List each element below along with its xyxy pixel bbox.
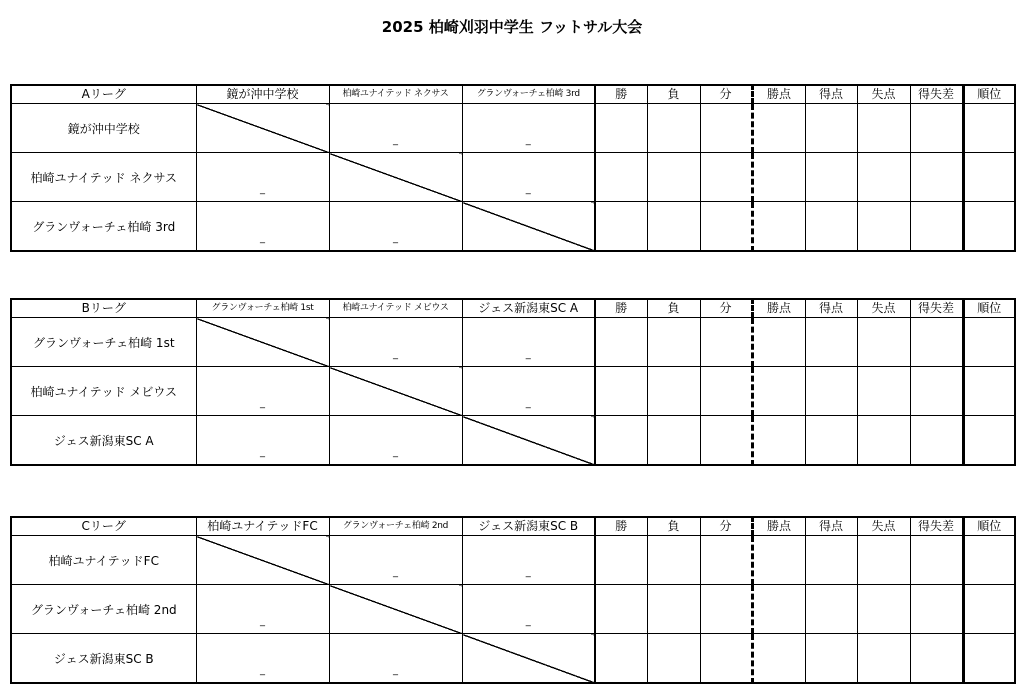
- score-placeholder: _: [260, 233, 265, 244]
- match-score-cell[interactable]: [329, 536, 462, 585]
- match-score-cell[interactable]: [196, 202, 329, 252]
- opponent-column-header: ジェス新潟東SC A: [462, 299, 595, 318]
- stat-column-header: 得失差: [910, 85, 963, 104]
- stat-cell[interactable]: [647, 536, 700, 585]
- opponent-column-header: 柏崎ユナイテッドFC: [196, 517, 329, 536]
- stat-cell[interactable]: [700, 153, 752, 202]
- opponent-column-header: 柏崎ユナイテッド ネクサス: [329, 85, 462, 104]
- stat-cell[interactable]: [963, 104, 1015, 153]
- stat-cell[interactable]: [857, 318, 910, 367]
- stat-column-header: 分: [700, 299, 752, 318]
- stat-cell[interactable]: [647, 367, 700, 416]
- league-table: [10, 84, 1016, 252]
- stat-cell[interactable]: [647, 318, 700, 367]
- stat-cell[interactable]: [963, 536, 1015, 585]
- self-match-diagonal-cell: [196, 104, 329, 153]
- stat-column-header: 勝点: [752, 299, 805, 318]
- stat-cell[interactable]: [857, 153, 910, 202]
- stat-cell[interactable]: [963, 367, 1015, 416]
- team-row: [11, 536, 1015, 585]
- stat-cell[interactable]: [700, 585, 752, 634]
- stat-cell[interactable]: [700, 104, 752, 153]
- score-placeholder: _: [393, 233, 398, 244]
- match-score-cell[interactable]: [196, 416, 329, 466]
- match-score-cell[interactable]: [462, 536, 595, 585]
- stat-cell[interactable]: [857, 367, 910, 416]
- opponent-column-header: 柏崎ユナイテッド メビウス: [329, 299, 462, 318]
- stat-column-header: 勝: [595, 85, 647, 104]
- stat-cell[interactable]: [595, 153, 647, 202]
- stat-cell[interactable]: [910, 202, 963, 252]
- header-row: [11, 517, 1015, 536]
- page-title: 2025 柏崎刈羽中学生 フットサル大会: [381, 18, 643, 36]
- score-placeholder: _: [393, 447, 398, 458]
- stat-column-header: 順位: [963, 299, 1015, 318]
- stat-cell[interactable]: [595, 634, 647, 684]
- stat-cell[interactable]: [752, 585, 805, 634]
- league-a-table: [10, 84, 1016, 252]
- stat-cell[interactable]: [963, 634, 1015, 684]
- stat-column-header: 勝点: [752, 517, 805, 536]
- stat-cell[interactable]: [805, 416, 857, 466]
- opponent-column-header: 鏡が沖中学校: [196, 85, 329, 104]
- stat-cell[interactable]: [595, 104, 647, 153]
- stat-cell[interactable]: [700, 318, 752, 367]
- team-name: 柏崎ユナイテッドFC: [11, 536, 196, 585]
- stat-cell[interactable]: [805, 634, 857, 684]
- team-name: ジェス新潟東SC A: [11, 416, 196, 466]
- opponent-column-header: ジェス新潟東SC B: [462, 517, 595, 536]
- stat-cell[interactable]: [805, 367, 857, 416]
- match-score-cell[interactable]: [329, 416, 462, 466]
- self-match-diagonal-cell: [196, 536, 329, 585]
- stat-cell[interactable]: [857, 634, 910, 684]
- stat-cell[interactable]: [805, 585, 857, 634]
- stat-cell[interactable]: [595, 416, 647, 466]
- stat-column-header: 得失差: [910, 299, 963, 318]
- stat-cell[interactable]: [647, 153, 700, 202]
- team-name: グランヴォーチェ柏崎 3rd: [11, 202, 196, 252]
- stat-column-header: 得点: [805, 517, 857, 536]
- league-name: Bリーグ: [11, 299, 196, 318]
- stat-column-header: 順位: [963, 517, 1015, 536]
- stat-cell[interactable]: [963, 202, 1015, 252]
- score-placeholder: _: [260, 447, 265, 458]
- stat-cell[interactable]: [910, 634, 963, 684]
- stat-column-header: 分: [700, 517, 752, 536]
- stat-cell[interactable]: [910, 367, 963, 416]
- stat-column-header: 負: [647, 299, 700, 318]
- self-match-diagonal-cell: [462, 416, 595, 466]
- score-placeholder: _: [393, 567, 398, 578]
- stat-cell[interactable]: [963, 416, 1015, 466]
- team-row: [11, 104, 1015, 153]
- team-name: 鏡が沖中学校: [11, 104, 196, 153]
- stat-cell[interactable]: [910, 318, 963, 367]
- stat-cell[interactable]: [963, 585, 1015, 634]
- stat-cell[interactable]: [805, 202, 857, 252]
- stat-cell[interactable]: [805, 153, 857, 202]
- stat-cell[interactable]: [805, 318, 857, 367]
- stat-cell[interactable]: [752, 416, 805, 466]
- stat-cell[interactable]: [752, 202, 805, 252]
- stat-cell[interactable]: [595, 318, 647, 367]
- score-placeholder: _: [525, 398, 531, 409]
- stat-column-header: 負: [647, 517, 700, 536]
- stat-column-header: 得点: [805, 299, 857, 318]
- match-score-cell[interactable]: [462, 318, 595, 367]
- stat-cell[interactable]: [910, 153, 963, 202]
- match-score-cell[interactable]: [196, 634, 329, 684]
- stat-cell[interactable]: [857, 104, 910, 153]
- opponent-column-header: グランヴォーチェ柏崎 3rd: [462, 85, 595, 104]
- match-score-cell[interactable]: [196, 585, 329, 634]
- match-score-cell[interactable]: [462, 367, 595, 416]
- opponent-column-header: グランヴォーチェ柏崎 1st: [196, 299, 329, 318]
- stat-cell[interactable]: [752, 153, 805, 202]
- match-score-cell[interactable]: [329, 202, 462, 252]
- stat-column-header: 勝: [595, 517, 647, 536]
- team-row: [11, 585, 1015, 634]
- self-match-diagonal-cell: [462, 634, 595, 684]
- match-score-cell[interactable]: [196, 367, 329, 416]
- header-row: [11, 85, 1015, 104]
- stat-column-header: 失点: [857, 517, 910, 536]
- self-match-diagonal-cell: [462, 202, 595, 252]
- team-name: 柏崎ユナイテッド ネクサス: [11, 153, 196, 202]
- score-placeholder: _: [260, 184, 265, 195]
- stat-cell[interactable]: [647, 104, 700, 153]
- score-placeholder: _: [260, 665, 265, 676]
- score-placeholder: _: [260, 398, 265, 409]
- stat-cell[interactable]: [647, 634, 700, 684]
- stat-cell[interactable]: [647, 202, 700, 252]
- stat-cell[interactable]: [805, 536, 857, 585]
- opponent-column-header: グランヴォーチェ柏崎 2nd: [329, 517, 462, 536]
- league-table: [10, 298, 1016, 466]
- stat-cell[interactable]: [595, 367, 647, 416]
- stat-column-header: 得点: [805, 85, 857, 104]
- match-score-cell[interactable]: [462, 153, 595, 202]
- stat-cell[interactable]: [595, 585, 647, 634]
- header-row: [11, 299, 1015, 318]
- match-score-cell[interactable]: [462, 585, 595, 634]
- score-placeholder: _: [393, 665, 398, 676]
- score-placeholder: _: [525, 349, 531, 360]
- team-row: [11, 153, 1015, 202]
- match-score-cell[interactable]: [329, 318, 462, 367]
- self-match-diagonal-cell: [329, 153, 462, 202]
- self-match-diagonal-cell: [196, 318, 329, 367]
- stat-cell[interactable]: [910, 416, 963, 466]
- league-name: Aリーグ: [11, 85, 196, 104]
- stat-column-header: 勝: [595, 299, 647, 318]
- stat-cell[interactable]: [805, 104, 857, 153]
- stat-column-header: 失点: [857, 299, 910, 318]
- stat-cell[interactable]: [752, 104, 805, 153]
- league-c-table: [10, 516, 1016, 684]
- self-match-diagonal-cell: [329, 367, 462, 416]
- self-match-diagonal-cell: [329, 585, 462, 634]
- stat-cell[interactable]: [752, 634, 805, 684]
- stat-column-header: 得失差: [910, 517, 963, 536]
- stat-cell[interactable]: [700, 367, 752, 416]
- stat-cell[interactable]: [963, 318, 1015, 367]
- score-placeholder: _: [393, 349, 398, 360]
- score-placeholder: _: [525, 567, 531, 578]
- stat-cell[interactable]: [857, 536, 910, 585]
- stat-cell[interactable]: [857, 585, 910, 634]
- stat-column-header: 順位: [963, 85, 1015, 104]
- league-b-table: [10, 298, 1016, 466]
- stat-cell[interactable]: [857, 416, 910, 466]
- team-row: [11, 202, 1015, 252]
- stat-cell[interactable]: [647, 585, 700, 634]
- team-row: [11, 634, 1015, 684]
- team-name: 柏崎ユナイテッド メビウス: [11, 367, 196, 416]
- stat-cell[interactable]: [595, 202, 647, 252]
- score-placeholder: _: [525, 135, 531, 146]
- stat-cell[interactable]: [910, 585, 963, 634]
- stat-cell[interactable]: [595, 536, 647, 585]
- team-row: [11, 416, 1015, 466]
- match-score-cell[interactable]: [196, 153, 329, 202]
- stat-column-header: 勝点: [752, 85, 805, 104]
- stat-cell[interactable]: [910, 104, 963, 153]
- team-name: グランヴォーチェ柏崎 1st: [11, 318, 196, 367]
- stat-cell[interactable]: [857, 202, 910, 252]
- stat-cell[interactable]: [752, 318, 805, 367]
- match-score-cell[interactable]: [329, 634, 462, 684]
- stat-cell[interactable]: [700, 634, 752, 684]
- stat-column-header: 分: [700, 85, 752, 104]
- stat-cell[interactable]: [700, 416, 752, 466]
- team-row: [11, 318, 1015, 367]
- team-name: ジェス新潟東SC B: [11, 634, 196, 684]
- score-placeholder: _: [525, 616, 531, 627]
- league-table: [10, 516, 1016, 684]
- team-row: [11, 367, 1015, 416]
- match-score-cell[interactable]: [462, 104, 595, 153]
- team-name: グランヴォーチェ柏崎 2nd: [11, 585, 196, 634]
- score-placeholder: _: [260, 616, 265, 627]
- match-score-cell[interactable]: [329, 104, 462, 153]
- score-placeholder: _: [393, 135, 398, 146]
- score-placeholder: _: [525, 184, 531, 195]
- stat-cell[interactable]: [910, 536, 963, 585]
- stat-cell[interactable]: [752, 367, 805, 416]
- stat-cell[interactable]: [963, 153, 1015, 202]
- stat-cell[interactable]: [752, 536, 805, 585]
- stat-column-header: 負: [647, 85, 700, 104]
- stat-cell[interactable]: [700, 536, 752, 585]
- league-name: Cリーグ: [11, 517, 196, 536]
- stat-column-header: 失点: [857, 85, 910, 104]
- stat-cell[interactable]: [647, 416, 700, 466]
- stat-cell[interactable]: [700, 202, 752, 252]
